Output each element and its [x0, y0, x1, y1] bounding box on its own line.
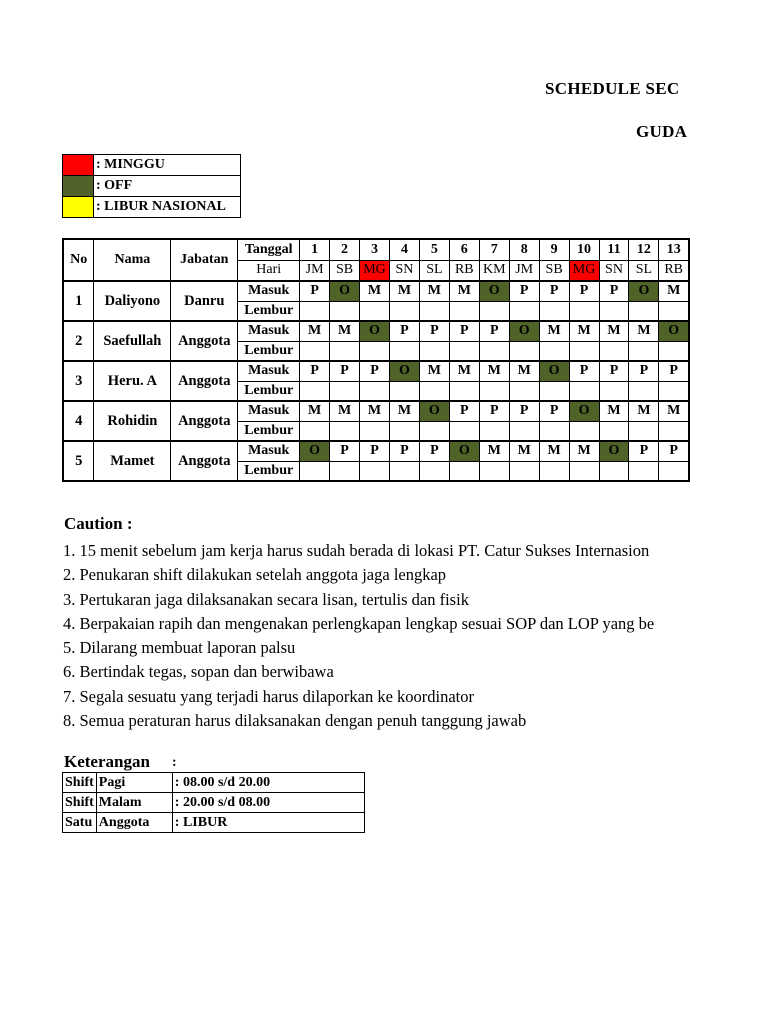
- shift-cell: O: [509, 321, 539, 341]
- lembur-cell: [659, 461, 689, 481]
- person-nama: Saefullah: [94, 321, 171, 361]
- lembur-cell: [629, 381, 659, 401]
- row-label-masuk: Masuk: [238, 441, 300, 461]
- shift-cell: O: [479, 281, 509, 301]
- lembur-cell: [659, 301, 689, 321]
- shift-cell: O: [629, 281, 659, 301]
- shift-cell: P: [300, 361, 330, 381]
- shift-cell: P: [599, 281, 629, 301]
- shift-cell: M: [449, 361, 479, 381]
- lembur-cell: [569, 461, 599, 481]
- legend-label-minggu: : MINGGU: [94, 155, 241, 176]
- day-cell: SN: [389, 260, 419, 281]
- caution-item: 3. Pertukaran jaga dilaksanakan secara lisan, tertulis dan fisik: [63, 589, 469, 609]
- legend-swatch-minggu: [63, 155, 94, 176]
- person-nama: Heru. A: [94, 361, 171, 401]
- person-nama: Rohidin: [94, 401, 171, 441]
- header-no: No: [63, 239, 94, 281]
- shift-cell: M: [659, 401, 689, 421]
- row-label-lembur: Lembur: [238, 301, 300, 321]
- person-no: 2: [63, 321, 94, 361]
- shift-cell: O: [330, 281, 360, 301]
- shift-cell: M: [419, 281, 449, 301]
- lembur-cell: [360, 461, 390, 481]
- shift-cell: M: [360, 281, 390, 301]
- lembur-cell: [419, 301, 449, 321]
- day-cell: KM: [479, 260, 509, 281]
- keterangan-value: : LIBUR: [172, 813, 364, 833]
- legend-row-libur-nasional: [63, 197, 241, 218]
- caution-item: 8. Semua peraturan harus dilaksanakan dengan penuh tanggung jawab: [63, 711, 527, 731]
- lembur-cell: [479, 381, 509, 401]
- row-label-masuk: Masuk: [238, 281, 300, 301]
- shift-cell: P: [539, 401, 569, 421]
- shift-cell: M: [629, 321, 659, 341]
- day-cell: SL: [419, 260, 449, 281]
- shift-cell: M: [569, 321, 599, 341]
- caution-item: 4. Berpakaian rapih dan mengenakan perlengkapan lengkap sesuai SOP dan LOP yang be: [63, 613, 655, 633]
- lembur-cell: [599, 461, 629, 481]
- caution-title: Caution :: [64, 514, 133, 533]
- lembur-cell: [419, 461, 449, 481]
- lembur-cell: [509, 421, 539, 441]
- legend-label-libur-nasional: : LIBUR NASIONAL: [94, 197, 241, 218]
- lembur-cell: [479, 341, 509, 361]
- day-cell: SL: [629, 260, 659, 281]
- day-cell: SB: [330, 260, 360, 281]
- lembur-cell: [629, 421, 659, 441]
- lembur-cell: [539, 461, 569, 481]
- lembur-cell: [539, 341, 569, 361]
- shift-cell: O: [569, 401, 599, 421]
- day-cell: RB: [449, 260, 479, 281]
- keterangan-label-b: Anggota: [96, 813, 172, 833]
- lembur-cell: [599, 301, 629, 321]
- shift-cell: P: [300, 281, 330, 301]
- row-label-lembur: Lembur: [238, 341, 300, 361]
- shift-cell: P: [360, 361, 390, 381]
- keterangan-row-shift-malam: [63, 793, 365, 813]
- shift-cell: P: [360, 441, 390, 461]
- legend-label-off: : OFF: [94, 176, 241, 197]
- person-jabatan: Anggota: [171, 441, 238, 481]
- date-cell: 5: [419, 239, 449, 260]
- shift-cell: P: [599, 361, 629, 381]
- keterangan-label-a: Satu: [63, 813, 97, 833]
- shift-cell: M: [360, 401, 390, 421]
- lembur-cell: [509, 301, 539, 321]
- date-cell: 13: [659, 239, 689, 260]
- lembur-cell: [360, 381, 390, 401]
- day-cell: RB: [659, 260, 689, 281]
- lembur-cell: [330, 341, 360, 361]
- shift-cell: M: [539, 441, 569, 461]
- day-cell: SB: [539, 260, 569, 281]
- shift-cell: P: [449, 321, 479, 341]
- shift-cell: M: [509, 441, 539, 461]
- shift-cell: P: [479, 401, 509, 421]
- person-no: 3: [63, 361, 94, 401]
- lembur-cell: [360, 301, 390, 321]
- page-subtitle: GUDA: [636, 122, 688, 141]
- lembur-cell: [569, 381, 599, 401]
- shift-cell: P: [629, 441, 659, 461]
- lembur-cell: [509, 381, 539, 401]
- lembur-cell: [419, 421, 449, 441]
- day-cell: JM: [300, 260, 330, 281]
- shift-cell: P: [330, 441, 360, 461]
- shift-cell: M: [599, 321, 629, 341]
- caution-list: [63, 539, 654, 733]
- header-hari: Hari: [238, 260, 300, 281]
- lembur-cell: [479, 461, 509, 481]
- shift-cell: O: [659, 321, 689, 341]
- shift-cell: O: [599, 441, 629, 461]
- shift-cell: P: [330, 361, 360, 381]
- row-label-lembur: Lembur: [238, 461, 300, 481]
- day-cell: MG: [360, 260, 390, 281]
- date-cell: 7: [479, 239, 509, 260]
- lembur-cell: [300, 421, 330, 441]
- day-cell: MG: [569, 260, 599, 281]
- keterangan-row-shift-pagi: [63, 773, 365, 793]
- header-jabatan: Jabatan: [171, 239, 238, 281]
- keterangan-row-satu-anggota: [63, 813, 365, 833]
- lembur-cell: [300, 301, 330, 321]
- legend-row-off: [63, 176, 241, 197]
- caution-item: 7. Segala sesuatu yang terjadi harus dilaporkan ke koordinator: [63, 686, 475, 706]
- date-cell: 4: [389, 239, 419, 260]
- row-label-masuk: Masuk: [238, 401, 300, 421]
- keterangan-colon: :: [172, 755, 177, 770]
- day-cell: JM: [509, 260, 539, 281]
- shift-cell: M: [389, 401, 419, 421]
- shift-cell: M: [479, 441, 509, 461]
- date-cell: 12: [629, 239, 659, 260]
- shift-cell: P: [659, 441, 689, 461]
- shift-cell: O: [419, 401, 449, 421]
- lembur-cell: [629, 461, 659, 481]
- shift-cell: P: [419, 441, 449, 461]
- lembur-cell: [629, 301, 659, 321]
- day-cell: SN: [599, 260, 629, 281]
- header-row-tanggal: [63, 239, 689, 260]
- lembur-cell: [449, 301, 479, 321]
- lembur-cell: [659, 421, 689, 441]
- lembur-cell: [479, 421, 509, 441]
- shift-cell: M: [419, 361, 449, 381]
- lembur-cell: [330, 381, 360, 401]
- keterangan-label-b: Pagi: [96, 773, 172, 793]
- lembur-cell: [539, 381, 569, 401]
- shift-cell: O: [389, 361, 419, 381]
- table-row-masuk: [63, 321, 689, 341]
- shift-cell: O: [539, 361, 569, 381]
- lembur-cell: [599, 341, 629, 361]
- lembur-cell: [300, 381, 330, 401]
- person-no: 5: [63, 441, 94, 481]
- lembur-cell: [659, 381, 689, 401]
- row-label-masuk: Masuk: [238, 321, 300, 341]
- lembur-cell: [449, 341, 479, 361]
- shift-cell: M: [449, 281, 479, 301]
- table-row-masuk: [63, 281, 689, 301]
- shift-cell: M: [659, 281, 689, 301]
- keterangan-value: : 08.00 s/d 20.00: [172, 773, 364, 793]
- shift-cell: P: [509, 401, 539, 421]
- date-cell: 9: [539, 239, 569, 260]
- row-label-masuk: Masuk: [238, 361, 300, 381]
- lembur-cell: [509, 461, 539, 481]
- lembur-cell: [389, 341, 419, 361]
- person-nama: Daliyono: [94, 281, 171, 321]
- keterangan-title: Keterangan: [64, 752, 150, 771]
- person-jabatan: Anggota: [171, 401, 238, 441]
- person-nama: Mamet: [94, 441, 171, 481]
- lembur-cell: [569, 341, 599, 361]
- lembur-cell: [479, 301, 509, 321]
- date-cell: 1: [300, 239, 330, 260]
- shift-cell: O: [300, 441, 330, 461]
- keterangan-value: : 20.00 s/d 08.00: [172, 793, 364, 813]
- lembur-cell: [360, 341, 390, 361]
- lembur-cell: [599, 381, 629, 401]
- shift-cell: M: [509, 361, 539, 381]
- shift-cell: M: [300, 321, 330, 341]
- person-no: 4: [63, 401, 94, 441]
- date-cell: 6: [449, 239, 479, 260]
- shift-cell: M: [569, 441, 599, 461]
- caution-item: 6. Bertindak tegas, sopan dan berwibawa: [63, 662, 334, 682]
- page-title: SCHEDULE SEC: [545, 79, 680, 98]
- date-cell: 8: [509, 239, 539, 260]
- shift-cell: P: [629, 361, 659, 381]
- person-no: 1: [63, 281, 94, 321]
- lembur-cell: [300, 341, 330, 361]
- lembur-cell: [449, 461, 479, 481]
- table-row-masuk: [63, 441, 689, 461]
- header-nama: Nama: [94, 239, 171, 281]
- person-jabatan: Danru: [171, 281, 238, 321]
- shift-cell: O: [449, 441, 479, 461]
- lembur-cell: [389, 461, 419, 481]
- shift-cell: M: [479, 361, 509, 381]
- lembur-cell: [300, 461, 330, 481]
- lembur-cell: [330, 461, 360, 481]
- lembur-cell: [539, 301, 569, 321]
- lembur-cell: [569, 301, 599, 321]
- lembur-cell: [360, 421, 390, 441]
- lembur-cell: [569, 421, 599, 441]
- shift-cell: M: [539, 321, 569, 341]
- keterangan-label-a: Shift: [63, 793, 97, 813]
- legend-swatch-libur-nasional: [63, 197, 94, 218]
- lembur-cell: [449, 421, 479, 441]
- shift-cell: P: [449, 401, 479, 421]
- lembur-cell: [509, 341, 539, 361]
- schedule-table: [62, 238, 690, 482]
- shift-cell: M: [330, 321, 360, 341]
- shift-cell: M: [389, 281, 419, 301]
- lembur-cell: [599, 421, 629, 441]
- table-row-masuk: [63, 361, 689, 381]
- shift-cell: P: [509, 281, 539, 301]
- header-tanggal: Tanggal: [238, 239, 300, 260]
- date-cell: 10: [569, 239, 599, 260]
- person-jabatan: Anggota: [171, 361, 238, 401]
- lembur-cell: [330, 301, 360, 321]
- lembur-cell: [539, 421, 569, 441]
- shift-cell: O: [360, 321, 390, 341]
- lembur-cell: [389, 301, 419, 321]
- keterangan-label-a: Shift: [63, 773, 97, 793]
- shift-cell: P: [419, 321, 449, 341]
- keterangan-table: [62, 772, 365, 833]
- legend-swatch-off: [63, 176, 94, 197]
- shift-cell: M: [300, 401, 330, 421]
- table-row-masuk: [63, 401, 689, 421]
- shift-cell: M: [599, 401, 629, 421]
- lembur-cell: [389, 421, 419, 441]
- shift-cell: P: [569, 361, 599, 381]
- caution-item: 5. Dilarang membuat laporan palsu: [63, 638, 296, 658]
- row-label-lembur: Lembur: [238, 421, 300, 441]
- lembur-cell: [419, 381, 449, 401]
- shift-cell: M: [330, 401, 360, 421]
- date-cell: 11: [599, 239, 629, 260]
- shift-cell: P: [389, 441, 419, 461]
- lembur-cell: [629, 341, 659, 361]
- lembur-cell: [419, 341, 449, 361]
- shift-cell: P: [539, 281, 569, 301]
- date-cell: 2: [330, 239, 360, 260]
- caution-item: 1. 15 menit sebelum jam kerja harus sudah berada di lokasi PT. Catur Sukses Internasion: [63, 541, 650, 560]
- caution-item: 2. Penukaran shift dilakukan setelah anggota jaga lengkap: [63, 565, 447, 585]
- keterangan-label-b: Malam: [96, 793, 172, 813]
- lembur-cell: [659, 341, 689, 361]
- shift-cell: P: [479, 321, 509, 341]
- shift-cell: P: [389, 321, 419, 341]
- color-legend: [62, 154, 241, 218]
- lembur-cell: [389, 381, 419, 401]
- shift-cell: P: [659, 361, 689, 381]
- legend-row-minggu: [63, 155, 241, 176]
- lembur-cell: [330, 421, 360, 441]
- lembur-cell: [449, 381, 479, 401]
- date-cell: 3: [360, 239, 390, 260]
- shift-cell: P: [569, 281, 599, 301]
- shift-cell: M: [629, 401, 659, 421]
- person-jabatan: Anggota: [171, 321, 238, 361]
- row-label-lembur: Lembur: [238, 381, 300, 401]
